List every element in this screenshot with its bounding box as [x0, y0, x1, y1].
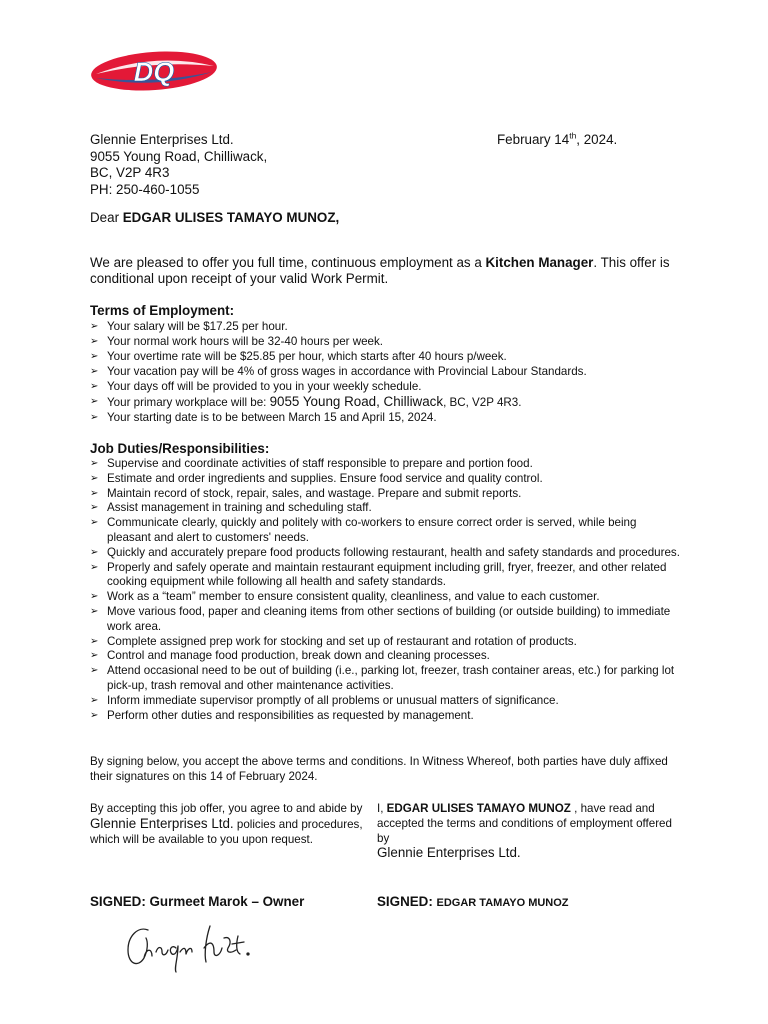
list-item: ➢ Your normal work hours will be 32-40 hours per week.: [90, 334, 384, 348]
arrow-bullet-icon: ➢: [90, 458, 99, 469]
arrow-bullet-icon: ➢: [90, 350, 99, 362]
employee-name: EDGAR ULISES TAMAYO MUNOZ: [386, 802, 571, 815]
address-line-1: 9055 Young Road, Chilliwack,: [90, 148, 268, 164]
arrow-bullet-icon: ➢: [90, 502, 99, 514]
employer-signed-line: SIGNED: Gurmeet Marok – Owner: [90, 894, 305, 909]
position-title: Kitchen Manager: [485, 255, 594, 270]
terms-list: [90, 320, 690, 426]
list-item: ➢ Your overtime rate will be $25.85 per hour, which starts after 40 hours p/week.: [90, 349, 507, 363]
list-item: ➢ Your vacation pay will be 4% of gross wages in accordance with Provincial Labour Standards.: [90, 364, 587, 378]
list-item: ➢ Estimate and order ingredients and supplies. Ensure food service and quality control.: [90, 471, 543, 485]
list-item: ➢ Your days off will be provided to you in your weekly schedule.: [90, 379, 422, 393]
arrow-bullet-icon: ➢: [90, 517, 99, 529]
company-phone: PH: 250-460-1055: [90, 181, 200, 197]
list-item: ➢ Complete assigned prep work for stocking and set up of restaurant and rotation of products.: [90, 634, 577, 648]
list-item: ➢ Your primary workplace will be: 9055 Young Road, Chilliwack, BC, V2P 4R3.: [90, 393, 522, 409]
company-address: [90, 132, 267, 198]
arrow-bullet-icon: ➢: [90, 650, 99, 662]
list-item: ➢ Attend occasional need to be out of building (i.e., parking lot, freezer, trash container areas, etc.) for parking lot pick-up, trash removal and other maintenance activities.: [90, 664, 675, 692]
recipient-name: EDGAR ULISES TAMAYO MUNOZ,: [122, 210, 340, 225]
arrow-bullet-icon: ➢: [90, 665, 99, 677]
arrow-bullet-icon: ➢: [90, 395, 99, 407]
list-item: ➢ Move various food, paper and cleaning items from other sections of building (or outside building) to immediate work area.: [90, 604, 671, 633]
duties-list: [90, 457, 680, 723]
handwritten-signature: [120, 918, 280, 978]
acceptance-terms-right: I, EDGAR ULISES TAMAYO MUNOZ , have read and accepted the terms and conditions of employment offered by Glennie Enterprises Ltd.: [377, 802, 672, 861]
arrow-bullet-icon: ➢: [90, 635, 99, 647]
company-name: Glennie Enterprises Ltd.: [90, 132, 234, 147]
arrow-bullet-icon: ➢: [90, 411, 99, 423]
list-item: ➢ Work as a “team” member to ensure consistent quality, cleanliness, and value to each customer.: [90, 590, 600, 604]
list-item: ➢ Quickly and accurately prepare food products following restaurant, health and safety standards and procedures.: [90, 545, 680, 559]
arrow-bullet-icon: ➢: [90, 365, 99, 377]
arrow-bullet-icon: ➢: [90, 380, 99, 392]
arrow-bullet-icon: ➢: [90, 487, 99, 499]
arrow-bullet-icon: ➢: [90, 561, 99, 573]
address-line-2: BC, V2P 4R3: [90, 165, 170, 180]
arrow-bullet-icon: ➢: [90, 605, 99, 617]
logo-text: DQ: [133, 57, 175, 87]
letter-date: February 14th, 2024.: [497, 130, 618, 147]
terms-heading: Terms of Employment:: [90, 303, 235, 318]
list-item: ➢ Perform other duties and responsibilities as requested by management.: [90, 708, 474, 722]
arrow-bullet-icon: ➢: [90, 709, 99, 721]
list-item: ➢ Control and manage food production, break down and cleaning processes.: [90, 649, 490, 663]
dq-logo: [90, 50, 218, 92]
list-item: ➢ Properly and safely operate and maintain restaurant equipment including grill, fryer, freezer, and other related cooking equipment while following all health and safety standards.: [90, 560, 667, 589]
arrow-bullet-icon: ➢: [90, 472, 99, 484]
list-item: ➢ Assist management in training and scheduling staff.: [90, 501, 372, 515]
arrow-bullet-icon: ➢: [90, 321, 99, 332]
duties-heading: Job Duties/Responsibilities:: [90, 441, 270, 456]
arrow-bullet-icon: ➢: [90, 591, 99, 603]
list-item: ➢ Maintain record of stock, repair, sales, and wastage. Prepare and submit reports.: [90, 486, 522, 500]
list-item: ➢ Your salary will be $17.25 per hour.: [90, 320, 288, 333]
arrow-bullet-icon: ➢: [90, 694, 99, 706]
signing-paragraph: By signing below, you accept the above terms and conditions. In Witness Whereof, both parties have duly affixed their signatures on this 14 of February 2024.: [90, 755, 668, 783]
list-item: ➢ Supervise and coordinate activities of staff responsible to prepare and portion food.: [90, 457, 533, 470]
employee-signed-line: SIGNED: EDGAR TAMAYO MUNOZ: [377, 894, 569, 909]
list-item: ➢ Inform immediate supervisor promptly of all problems or unusual matters of significance.: [90, 693, 559, 707]
list-item: ➢ Your starting date is to be between March 15 and April 15, 2024.: [90, 410, 437, 424]
intro-paragraph: We are pleased to offer you full time, continuous employment as a Kitchen Manager. This offer is conditional upon receipt of your valid Work Permit.: [90, 255, 670, 287]
list-item: ➢ Communicate clearly, quickly and politely with co-workers to ensure correct order is served, while being pleasant and alert to customers' needs.: [90, 516, 637, 544]
arrow-bullet-icon: ➢: [90, 335, 99, 347]
greeting: Dear EDGAR ULISES TAMAYO MUNOZ,: [90, 210, 340, 225]
acceptance-terms-left: By accepting this job offer, you agree to and abide by Glennie Enterprises Ltd. policies and procedures, which will be available to you upon request.: [90, 802, 363, 846]
arrow-bullet-icon: ➢: [90, 546, 99, 558]
